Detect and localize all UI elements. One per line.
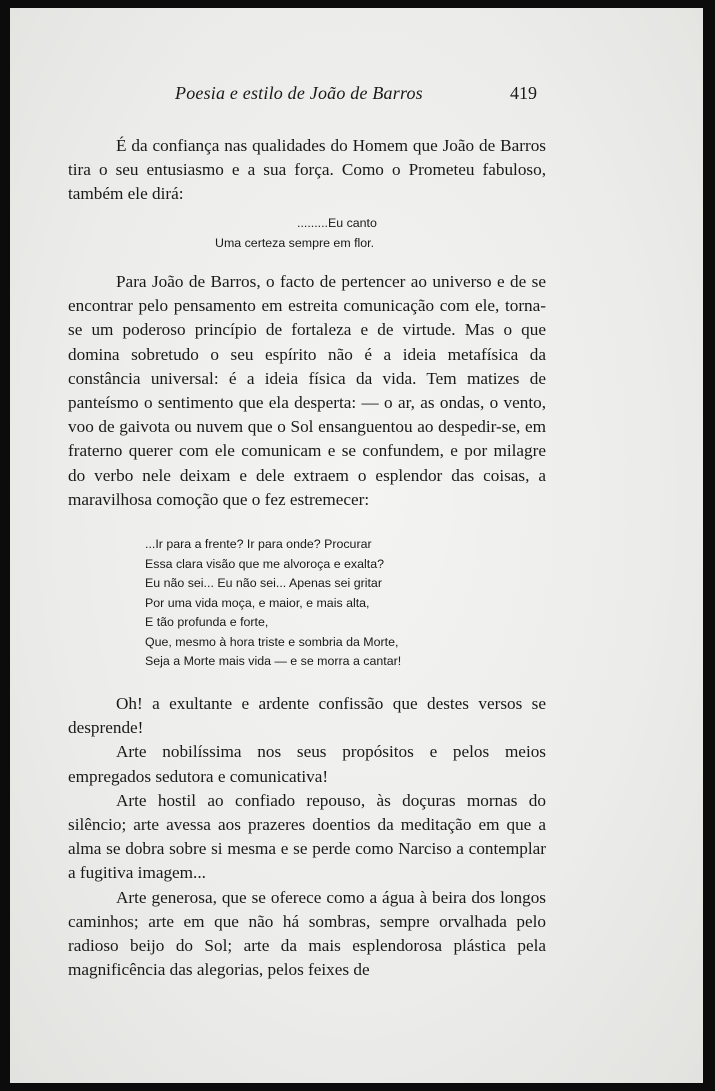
verse-quote-two <box>145 535 401 672</box>
paragraph: Para João de Barros, o facto de pertencer ao universo e de se encontrar pelo pensamento em estreita comunicação com ele, torna-se um poderoso princípio de fortaleza e de virtude. Mas o que domina sobretudo o seu espírito não é a ideia metafísica da constância universal: é a ideia física da vida. Tem matizes de panteísmo o sentimento que ela desperta: — o ar, as ondas, o vento, voo de gaivota ou nuvem que o Sol ensanguentou ao despedir-se, em fraterno querer com ele comunicam e se confundem, e por milagre do verbo nele deixam e dele extraem o esplendor das coisas, a maravilhosa comoção que o fez estremecer: <box>68 272 546 509</box>
verse-line: Essa clara visão que me alvoroça e exalta? <box>145 556 384 571</box>
paragraph: Oh! a exultante e ardente confissão que destes versos se desprende! <box>68 694 546 738</box>
verse-line: Por uma vida moça, e maior, e mais alta, <box>145 595 370 610</box>
verse-line: ...Ir para a frente? Ir para onde? Procurar <box>145 537 372 551</box>
paragraph: É da confiança nas qualidades do Homem que João de Barros tira o seu entusiasmo e a sua força. Como o Prometeu fabuloso, também ele dirá: <box>68 136 546 204</box>
page-number: 419 <box>510 83 537 103</box>
paragraph: Arte hostil ao confiado repouso, às doçuras mornas do silêncio; arte avessa aos prazeres doentios da meditação em que a alma se dobra sobre si mesma e se perde como Narciso a contemplar a fugitiva imagem... <box>68 790 546 883</box>
running-title: Poesia e estilo de João de Barros <box>175 83 423 103</box>
page-header <box>10 83 703 107</box>
verse-line: .........Eu canto <box>297 216 377 230</box>
main-paragraph-block <box>68 270 546 512</box>
verse-line: Que, mesmo à hora triste e sombria da Morte, <box>145 634 399 649</box>
verse-line: Eu não sei... Eu não sei... Apenas sei gritar <box>145 576 382 590</box>
opening-paragraph-block <box>68 134 546 207</box>
verse-line: E tão profunda e forte, <box>145 615 269 629</box>
book-page <box>10 8 703 1083</box>
verse-quote-one <box>215 214 377 253</box>
paragraph: Arte nobilíssima nos seus propósitos e pelos meios empregados sedutora e comunicativa! <box>68 742 546 786</box>
paragraph: Arte generosa, que se oferece como a água à beira dos longos caminhos; arte em que não há sombras, sempre orvalhada pelo radioso beijo do Sol; arte da mais esplendorosa plástica pela magnificência das alegorias, pelos feixes de <box>68 887 546 980</box>
verse-line: Uma certeza sempre em flor. <box>215 235 375 250</box>
closing-paragraph-block <box>68 692 546 982</box>
verse-line: Seja a Morte mais vida — e se morra a cantar! <box>145 654 402 668</box>
